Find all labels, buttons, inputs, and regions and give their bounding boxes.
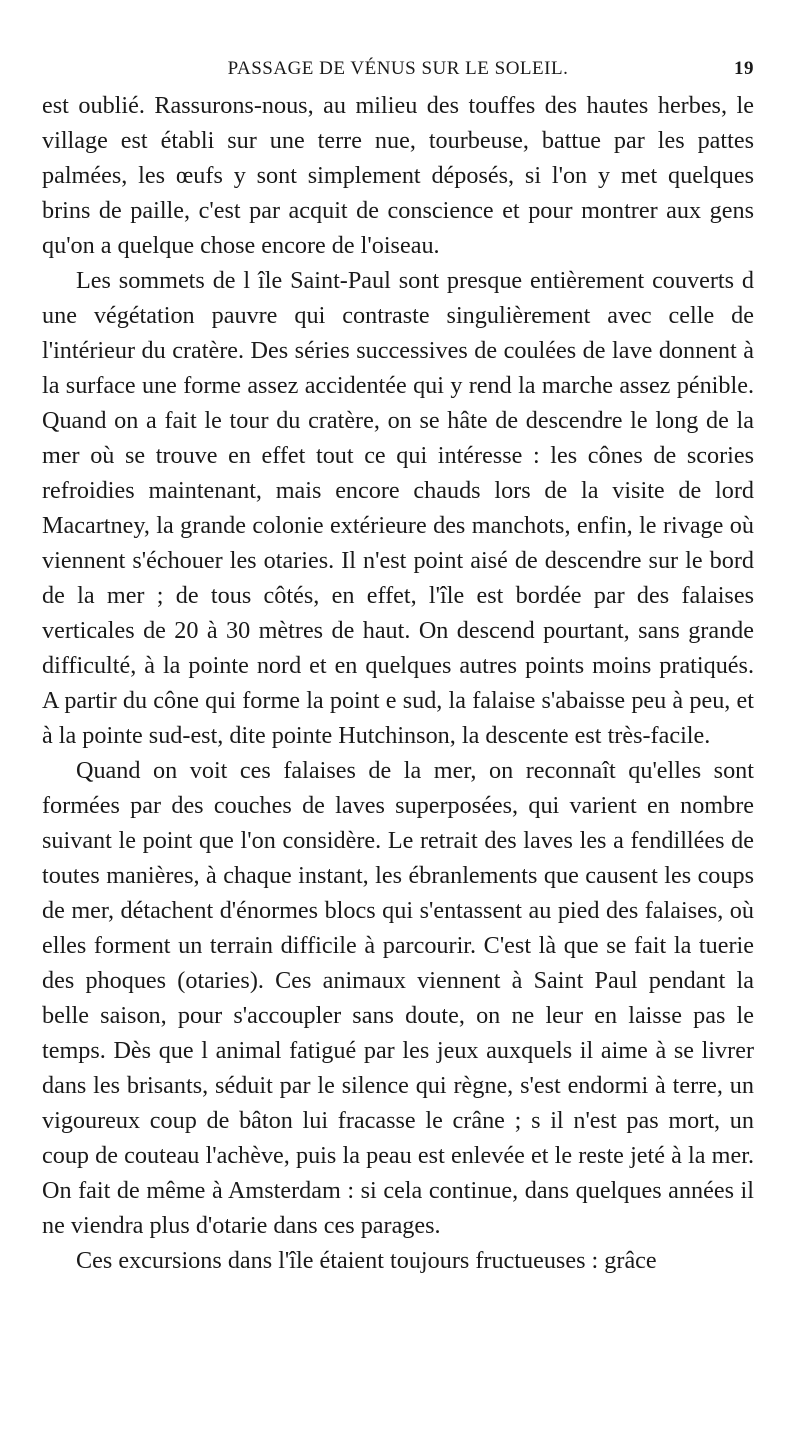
paragraph-cliffs: Quand on voit ces falaises de la mer, on reconnaît qu'elles sont formées par des couches de laves superposées, qui varient en nombre suivant le point que l'on considère. Le retrait des laves les a fendillées de toutes manières, à chaque instant, les ébranlements que causent les coups de mer, détachent d'énormes blocs qui s'entassent au pied des falaises, où elles forment un terrain difficile à parcourir. C'est là que se fait la tuerie des phoques (otaries). Ces animaux viennent à Saint Paul pendant la belle saison, pour s'accoupler sans doute, on ne leur en laisse pas le temps. Dès que l animal fatigué par les jeux auxquels il aime à se livrer dans les brisants, séduit par le silence qui règne, s'est endormi à terre, un vigoureux coup de bâton lui fracasse le crâne ; s il n'est pas mort, un coup de couteau l'achève, puis la peau est enlevée et le reste jeté à la mer. On fait de même à Amsterdam : si cela continue, dans quelques années il ne viendra plus d'otarie dans ces parages. <box>42 757 754 1239</box>
page-number: 19 <box>734 58 754 79</box>
body-text <box>42 88 754 1278</box>
paragraph-continued: est oublié. Rassurons-nous, au milieu des touffes des hautes herbes, le village est établi sur une terre nue, tourbeuse, battue par les pattes palmées, les œufs y sont simplement déposés, si l'on y met quelques brins de paille, c'est par acquit de conscience et pour montrer aux gens qu'on a quelque chose encore de l'oiseau. <box>42 92 754 259</box>
paragraph-excursions: Ces excursions dans l'île étaient toujours fructueuses : grâce <box>76 1247 657 1274</box>
book-page <box>42 54 754 1278</box>
paragraph-saint-paul-summits: Les sommets de l île Saint-Paul sont presque entièrement couverts d une végétation pauvre qui contraste singulièrement avec celle de l'intérieur du cratère. Des séries successives de coulées de lave donnent à la surface une forme assez accidentée qui y rend la marche assez pénible. Quand on a fait le tour du cratère, on se hâte de descendre le long de la mer où se trouve en effet tout ce qui intéresse : les cônes de scories refroidies maintenant, mais encore chauds lors de la visite de lord Macartney, la grande colonie extérieure des manchots, enfin, le rivage où viennent s'échouer les otaries. Il n'est point aisé de descendre sur le bord de la mer ; de tous côtés, en effet, l'île est bordée par des falaises verticales de 20 à 30 mètres de haut. On descend pourtant, sans grande difficulté, à la pointe nord et en quelques autres points moins pratiqués. A partir du cône qui forme la point e sud, la falaise s'abaisse peu à peu, et à la pointe sud-est, dite pointe Hutchinson, la descente est très-facile. <box>42 267 754 749</box>
running-title: PASSAGE DE VÉNUS SUR LE SOLEIL. <box>227 58 569 79</box>
running-head <box>42 54 754 88</box>
